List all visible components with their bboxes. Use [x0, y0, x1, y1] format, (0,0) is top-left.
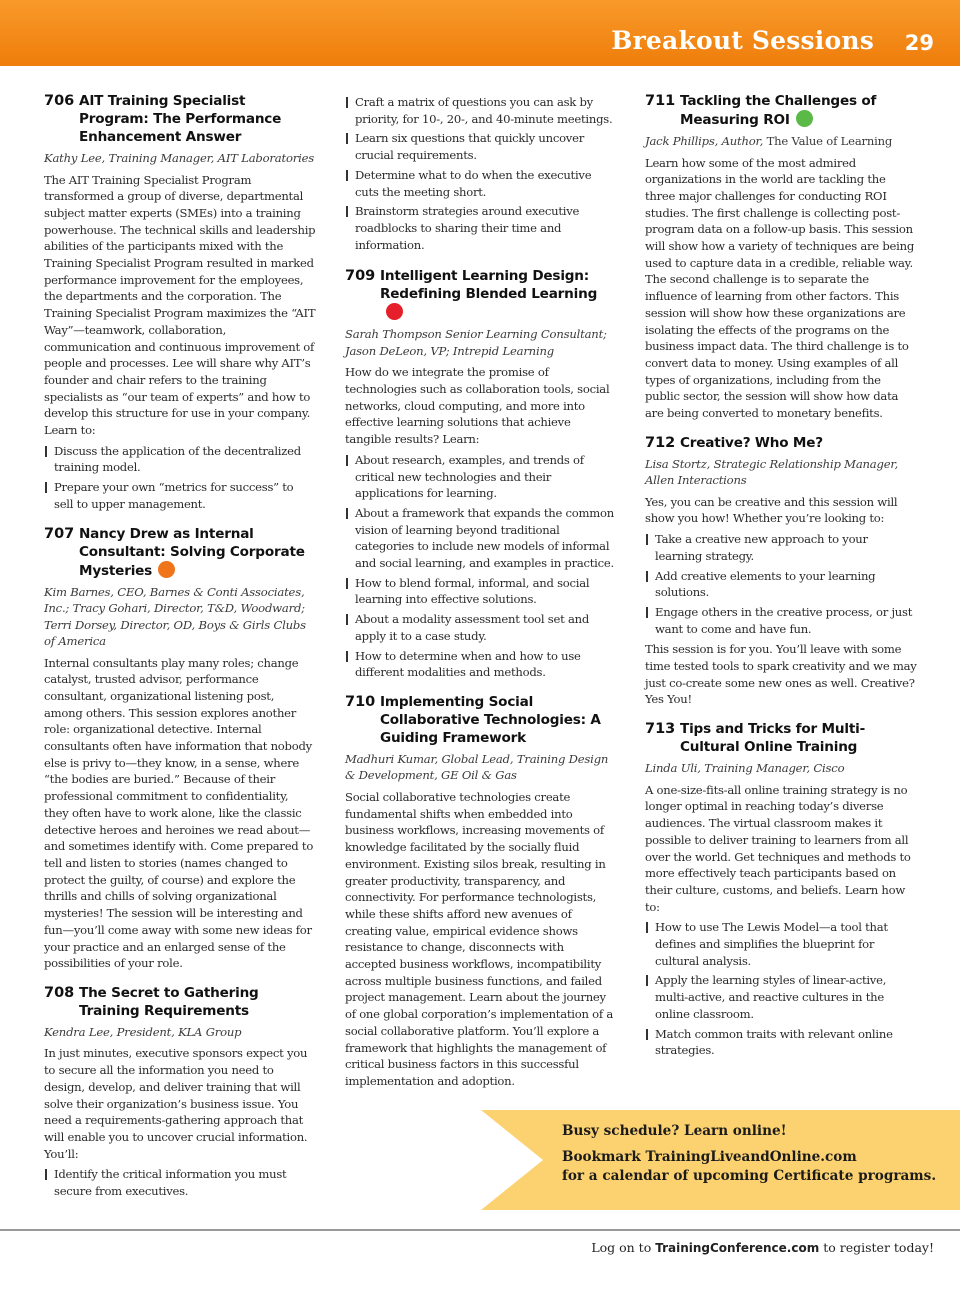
session-709	[345, 267, 618, 681]
session-heading	[645, 720, 917, 756]
session-heading	[345, 267, 618, 322]
session-707	[44, 525, 316, 972]
book-title: The Value of Learning	[766, 134, 893, 148]
session-heading	[645, 434, 917, 452]
session-speaker: Kim Barnes, CEO, Barnes & Conti Associates, Inc.; Tracy Gohari, Director, T&D, Woodward; Terri Dorsey, Director, OD, Boys & Girls Clubs of America	[44, 584, 306, 649]
session-speaker: Lisa Stortz, Strategic Relationship Manager, Allen Interactions	[645, 456, 898, 488]
bullet-item: Take a creative new approach to your learning strategy.	[645, 531, 917, 564]
session-heading	[645, 92, 917, 129]
bullet-item: Add creative elements to your learning solutions.	[645, 568, 917, 601]
bullet-item: Brainstorm strategies around executive roadblocks to sharing their time and information.	[345, 203, 618, 253]
promo-text	[562, 1122, 936, 1186]
promo-bookmark-link[interactable]: Bookmark TrainingLiveandOnline.com	[562, 1149, 857, 1165]
bullet-item: Apply the learning styles of linear-active, multi-active, and reactive cultures in the online classroom.	[645, 972, 917, 1022]
footer	[591, 1240, 934, 1255]
session-description: Yes, you can be creative and this session will show you how! Whether you’re looking to:	[645, 494, 898, 526]
session-bullets	[645, 531, 917, 637]
session-speaker	[645, 133, 917, 150]
session-heading	[44, 984, 316, 1020]
session-closing: This session is for you. You’ll leave with some time tested tools to spark creativity and we may just co-create some new ones as well. Creative? Yes You!	[645, 642, 917, 707]
session-number: 707	[44, 525, 75, 542]
page-title: Breakout Sessions	[611, 26, 874, 55]
session-bullets	[645, 919, 917, 1059]
session-description: Social collaborative technologies create fundamental shifts when embedded into business workflows, increasing movements of knowledge facilitated by the socially fluid environment. Existing silos break, resulting in greater productivity, transparency, and connectivity. For performance technologists, while these shifts afford new avenues of creating value, empirical evidence shows resistance to change, disconnects with accepted business workflows, incompatibility across multiple business functions, and failed project management. Learn about the journey of one global corporation’s implementation of a social collaborative platform. You’ll explore a framework that highlights the management of critical business factors in this successful implementation and adoption.	[345, 789, 613, 1088]
session-description: Internal consultants play many roles; change catalyst, trusted advisor, performance consultant, organizational listening post, among others. This session explores another role: organizational detective. Internal consultants often have information that nobody else is privy to—they know, in a sense, where “the bodies are buried.” Because of their professional commitment to confidentiality, they often have to work alone, like the classic detective heroes and heroines we read about—and sometimes identify with. Come prepared to tell and listen to stories (names changed to protect the guilty, of course) and explore the thrills and chills of solving organizational mysteries! The session will be interesting and fun—you’ll come away with some new ideas for your practice and an enlarged sense of the possibilities of your role.	[44, 655, 314, 971]
bullet-item: Determine what to do when the executive cuts the meeting short.	[345, 167, 618, 200]
session-speaker: Sarah Thompson Senior Learning Consultant; Jason DeLeon, VP; Intrepid Learning	[345, 327, 607, 358]
session-711	[645, 92, 917, 422]
bullet-item: How to blend formal, informal, and social learning into effective solutions.	[345, 575, 618, 608]
footer-divider	[0, 1229, 960, 1231]
session-title: Creative? Who Me?	[680, 434, 823, 451]
session-description: The AIT Training Specialist Program transformed a group of diverse, departmental subject matter experts (SMEs) into a training powerhouse. The technical skills and leadership abilities of the participants mixed with the Training Specialist Program resulted in marked performance improvement for the employees, the departments and the corporation. The Training Specialist Program maximizes the “AIT Way”—teamwork, collaboration, communication and continuous improvement of people and processes. Lee will share why AIT’s founder and chair refers to the training specialists as “our team of experts” and how to develop this structure for use in your company. Learn to:	[44, 172, 316, 438]
session-713	[645, 720, 917, 1059]
speaker-name: Jack Phillips, Author,	[645, 134, 764, 148]
bullet-item: About a framework that expands the common vision of learning beyond traditional categories to include new models of informal and social learning, and examples in practice.	[345, 505, 618, 572]
session-bullets	[345, 452, 618, 681]
session-description: In just minutes, executive sponsors expect you to secure all the information you need to design, develop, and deliver training that will solve their organization’s business issue. You need a requirements-gathering approach that will enable you to uncover crucial information. You’ll:	[44, 1046, 308, 1161]
session-title: Tackling the Challenges of Measuring ROI	[680, 93, 877, 128]
session-708-bullets-continued	[345, 94, 618, 253]
page-number: 29	[904, 31, 934, 55]
column-right	[645, 92, 917, 1071]
session-bullets	[44, 1166, 316, 1199]
orange-dot-icon	[158, 561, 175, 578]
session-number: 710	[345, 693, 376, 710]
session-number: 709	[345, 268, 376, 285]
session-speaker: Madhuri Kumar, Global Lead, Training Design & Development, GE Oil & Gas	[345, 751, 609, 783]
bullet-item: Craft a matrix of questions you can ask by priority, for 10-, 20-, and 40-minute meetings.	[345, 94, 618, 127]
session-speaker: Kendra Lee, President, KLA Group	[44, 1024, 242, 1039]
header-banner	[0, 0, 960, 66]
session-speaker: Linda Uli, Training Manager, Cisco	[645, 761, 845, 776]
bullet-item: Identify the critical information you must secure from executives.	[44, 1166, 316, 1199]
session-number: 712	[645, 434, 676, 451]
session-title: Intelligent Learning Design: Redefining Blended Learning	[380, 268, 598, 303]
bullet-item: Prepare your own “metrics for success” to sell to upper management.	[44, 479, 316, 512]
session-706	[44, 92, 316, 513]
green-dot-icon	[796, 110, 813, 127]
session-title: Tips and Tricks for Multi-Cultural Online Training	[680, 721, 866, 756]
session-708	[44, 984, 316, 1200]
session-description: How do we integrate the promise of technologies such as collaboration tools, social networks, cloud computing, and more into effective learning solutions that achieve tangible results? Learn:	[345, 365, 610, 447]
session-speaker: Kathy Lee, Training Manager, AIT Laboratories	[44, 151, 314, 165]
session-number: 711	[645, 93, 676, 109]
session-710	[345, 693, 618, 1090]
column-middle	[345, 92, 618, 1102]
promo-headline: Busy schedule? Learn online!	[562, 1123, 787, 1139]
session-712	[645, 434, 917, 708]
session-title: AIT Training Specialist Program: The Performance Enhancement Answer	[79, 93, 282, 145]
bullet-item: Discuss the application of the decentralized training model.	[44, 443, 316, 476]
session-number: 708	[44, 984, 75, 1001]
column-left	[44, 92, 316, 1212]
session-bullets	[44, 443, 316, 513]
bullet-item: Learn six questions that quickly uncover crucial requirements.	[345, 130, 618, 163]
session-number: 706	[44, 93, 75, 109]
bullet-item: How to use The Lewis Model—a tool that defines and simplifies the blueprint for cultural analysis.	[645, 919, 917, 969]
bullet-item: About a modality assessment tool set and apply it to a case study.	[345, 611, 618, 644]
session-description: A one-size-fits-all online training strategy is no longer optimal in reaching today’s diverse audiences. The virtual classroom makes it possible to deliver training to learners from all over the world. Get techniques and methods to more effectively teach participants based on their culture, customs, and beliefs. Learn how to:	[645, 782, 911, 914]
session-number: 713	[645, 721, 676, 738]
bullet-item: Match common traits with relevant online strategies.	[645, 1026, 917, 1059]
session-heading	[44, 525, 316, 580]
session-heading	[345, 693, 618, 747]
session-heading	[44, 92, 316, 146]
bullet-item: Engage others in the creative process, or just want to come and have fun.	[645, 604, 917, 637]
session-description: Learn how some of the most admired organizations in the world are tackling the three major challenges for conducting ROI studies. The first challenge is collecting post-program data on a follow-up basis. This session will show how a variety of techniques are being used to capture data in a credible, reliable way. The second challenge is to separate the influence of learning from other factors. This session will show how these organizations are isolating the effects of the programs on the business impact data. The third challenge is to convert data to money. Using examples of all types of organizations, including from the public sector, the session will show how data are being converted to monetary benefits.	[645, 155, 914, 421]
bullet-item: How to determine when and how to use different modalities and methods.	[345, 648, 618, 681]
session-title: Nancy Drew as Internal Consultant: Solving Corporate Mysteries	[79, 525, 305, 579]
footer-suffix: to register today!	[823, 1240, 934, 1255]
bullet-item: About research, examples, and trends of critical new technologies and their applications for learning.	[345, 452, 618, 502]
red-dot-icon	[386, 303, 403, 320]
session-title: Implementing Social Collaborative Technologies: A Guiding Framework	[380, 693, 601, 746]
footer-prefix: Log on to	[591, 1240, 652, 1255]
promo-calendar-note: for a calendar of upcoming Certificate programs.	[562, 1168, 937, 1184]
footer-link[interactable]: TrainingConference.com	[655, 1241, 820, 1255]
promo-banner	[481, 1110, 960, 1210]
session-title: The Secret to Gathering Training Requirements	[79, 984, 259, 1019]
